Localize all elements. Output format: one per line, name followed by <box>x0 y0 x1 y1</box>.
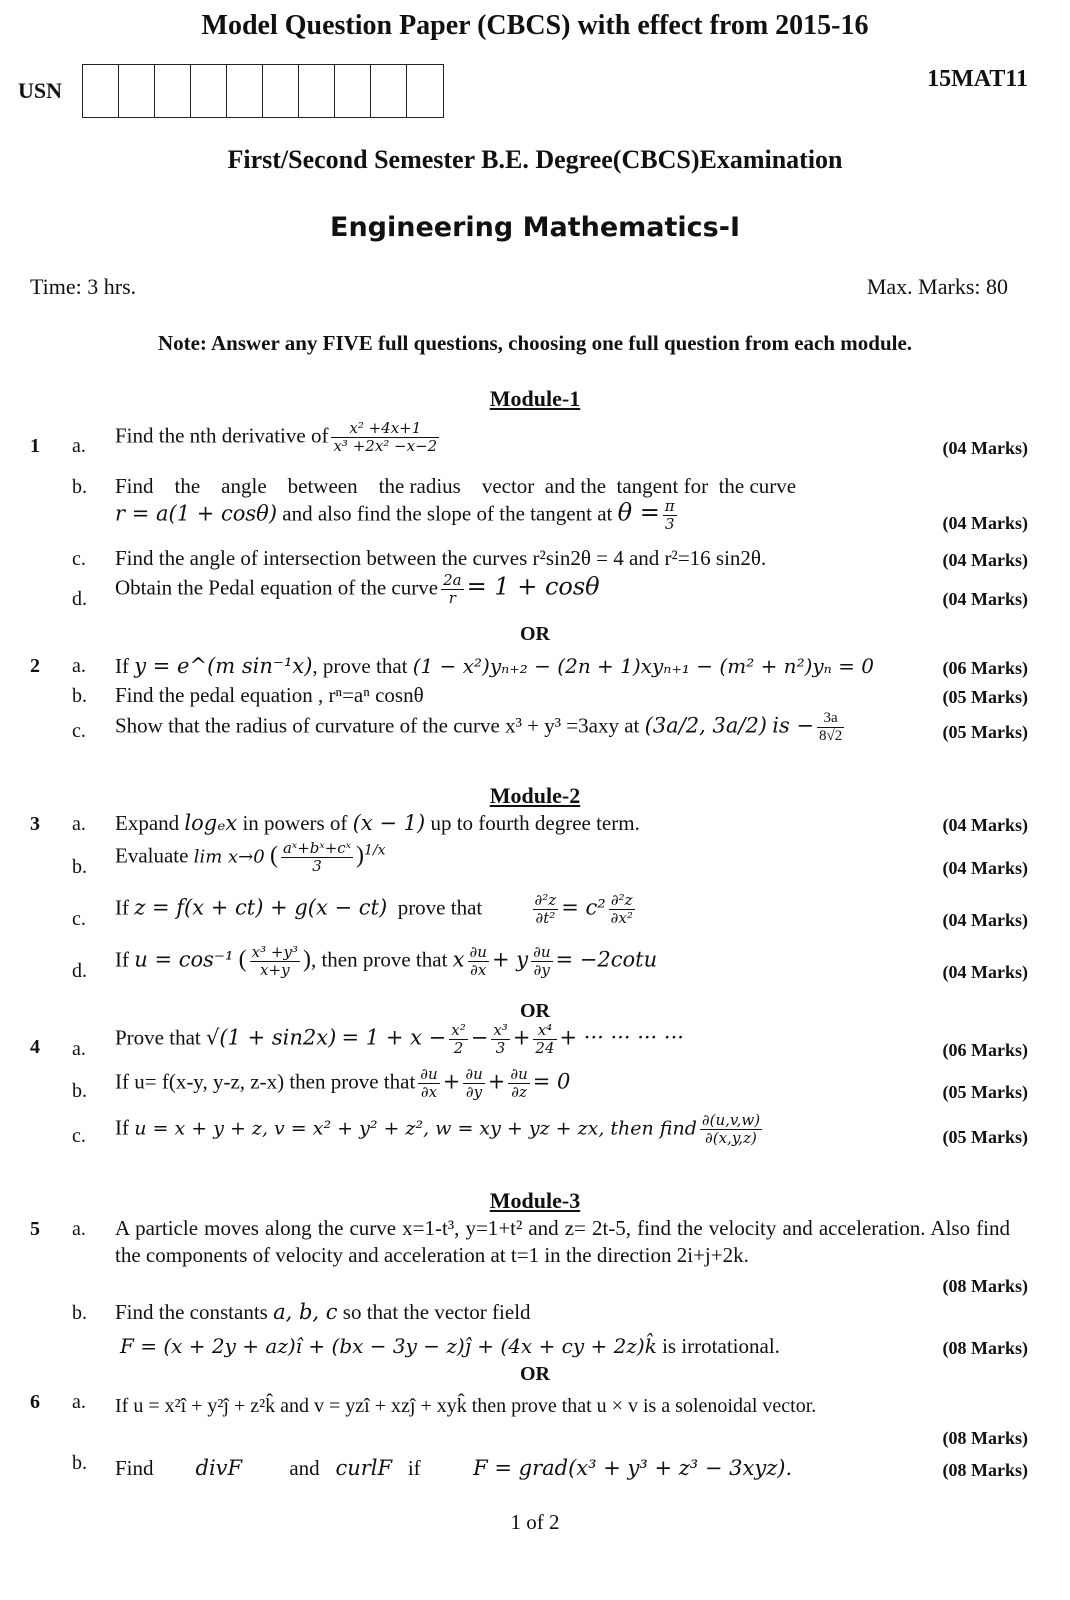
q5b-field: F = (x + 2y + az)î + (bx − 3y − z)ĵ + (4x + cy + 2z)k̂ is irrotational. <box>120 1334 780 1358</box>
q1c-text: Find the angle of intersection between the curves r²sin2θ = 4 and r²=16 sin2θ. <box>115 546 767 570</box>
marks: (04 Marks) <box>942 815 1028 835</box>
part-label: b. <box>72 1080 87 1102</box>
q4b-text: If u= f(x-y, y-z, z-x) then prove that $\frac{\partial u}{\partial x}$ + $\frac{\partial u}{\partial y}$ + $\frac{\partial u}{\partial z}$ = 0 <box>115 1065 571 1101</box>
q5b-text: Find the constants a, b, c so that the vector field <box>115 1300 531 1324</box>
q2a-text: If y = e^(m sin⁻¹x), prove that (1 − x²)yₙ₊₂ − (2n + 1)xyₙ₊₁ − (m² + n²)yₙ = 0 <box>115 654 874 678</box>
part-label: c. <box>72 1125 86 1147</box>
q5a-text: A particle moves along the curve x=1-t³, y=1+t² and z= 2t-5, find the velocity and acceleration. Also find the components of velocity and acceleration at t=1 in the direction 2i+j+2k. <box>115 1216 1010 1267</box>
or-separator: OR <box>520 623 550 645</box>
part-label: d. <box>72 960 87 982</box>
q4a-text: Prove that √(1 + sin2x) = 1 + x − $\frac{\text{x²}}{2}$ − $\frac{\text{x³}}{3}$ + $\frac{\text{x⁴}}{24}$ + ··· ··· ··· ··· <box>115 1021 684 1057</box>
usn-boxes[interactable] <box>82 64 444 118</box>
max-marks: Max. Marks: 80 <box>866 274 1008 299</box>
marks: (08 Marks) <box>942 1428 1028 1448</box>
part-label: b. <box>72 1452 87 1474</box>
marks: (04 Marks) <box>942 858 1028 878</box>
question-number: 3 <box>30 813 40 835</box>
part-label: b. <box>72 476 87 498</box>
part-label: a. <box>72 435 86 457</box>
q2c-text: Show that the radius of curvature of the curve x³ + y³ =3axy at (3a/2, 3a/2) is − $\frac{3a}{8√2}$ <box>115 710 843 744</box>
module-3-heading: Module-3 <box>489 1188 581 1213</box>
part-label: a. <box>72 813 86 835</box>
q1b-text-line2: r = a(1 + cosθ) and also find the slope of the tangent at θ = $\frac{\pi}{3}$ <box>115 497 675 533</box>
q1d-text: Obtain the Pedal equation of the curve $\frac{2a}{r}$ = 1 + cosθ <box>115 571 600 607</box>
q1b-text: Find the angle between the radius vector and the tangent for the curve <box>115 474 797 498</box>
part-label: d. <box>72 588 87 610</box>
usn-box[interactable] <box>371 65 407 117</box>
marks: (08 Marks) <box>942 1460 1028 1480</box>
subject-title: Engineering Mathematics-I <box>330 212 740 243</box>
q2b-text: Find the pedal equation , rⁿ=aⁿ cosnθ <box>115 683 424 707</box>
part-label: a. <box>72 1391 86 1413</box>
paper-title: Model Question Paper (CBCS) with effect from 2015-16 <box>201 10 869 41</box>
usn-box[interactable] <box>407 65 443 117</box>
usn-box[interactable] <box>155 65 191 117</box>
q6b-text: Find divF and curlF if F = grad(x³ + y³ + z³ − 3xyz). <box>115 1456 793 1480</box>
or-separator: OR <box>520 1000 550 1022</box>
question-number: 5 <box>30 1218 40 1240</box>
q3b-text: Evaluate lim x→0 ( $\frac{\text{aˣ+bˣ+cˣ}}{3}$ )$^{1/x}$ <box>115 839 386 875</box>
marks: (08 Marks) <box>942 1276 1028 1296</box>
marks: (04 Marks) <box>942 513 1028 533</box>
time-allowed: Time: 3 hrs. <box>30 274 137 299</box>
marks: (04 Marks) <box>942 550 1028 570</box>
usn-label: USN <box>18 78 63 103</box>
usn-box[interactable] <box>119 65 155 117</box>
usn-box[interactable] <box>263 65 299 117</box>
marks: (05 Marks) <box>942 1082 1028 1102</box>
q1a-text: Find the nth derivative of $\frac{\text{x² +4x+1}}{\text{x³ +2x² −x−2}}$ <box>115 419 438 455</box>
subject-code: 15MAT11 <box>927 66 1028 92</box>
question-number: 2 <box>30 655 40 677</box>
marks: (05 Marks) <box>942 1127 1028 1147</box>
module-2-heading: Module-2 <box>489 783 581 808</box>
question-number: 1 <box>30 435 40 457</box>
marks: (05 Marks) <box>942 722 1028 742</box>
instructions-note: Note: Answer any FIVE full questions, choosing one full question from each module. <box>157 331 913 355</box>
question-number: 6 <box>30 1391 40 1413</box>
part-label: b. <box>72 685 87 707</box>
page-number: 1 of 2 <box>510 1510 560 1534</box>
part-label: c. <box>72 908 86 930</box>
usn-box[interactable] <box>335 65 371 117</box>
marks: (04 Marks) <box>942 589 1028 609</box>
marks: (04 Marks) <box>942 910 1028 930</box>
question-number: 4 <box>30 1036 40 1058</box>
q3c-text: If z = f(x + ct) + g(x − ct) prove that $\frac{\text{∂²z}}{\text{∂t²}}$ = c² $\frac{\text{∂²z}}{\text{∂x²}}$ <box>115 891 633 927</box>
q3a-text: Expand logₑx in powers of (x − 1) up to fourth degree term. <box>115 811 640 835</box>
q6a-text: If u = x²î + y²ĵ + z²k̂ and v = yzî + xzĵ + xyk̂ then prove that u × v is a solenoidal vector. <box>115 1395 817 1417</box>
q3d-text: If u = cos⁻¹ ( $\frac{\text{x³ +y³}}{x+y}$ ), then prove that x $\frac{\partial u}{\partial x}$ + y $\frac{\partial u}{\partial y}$ = −2cotu <box>115 943 658 979</box>
usn-box[interactable] <box>191 65 227 117</box>
marks: (04 Marks) <box>942 438 1028 458</box>
usn-box[interactable] <box>227 65 263 117</box>
part-label: b. <box>72 1302 87 1324</box>
or-separator: OR <box>520 1363 550 1385</box>
part-label: c. <box>72 720 86 742</box>
marks: (08 Marks) <box>942 1338 1028 1358</box>
usn-box[interactable] <box>299 65 335 117</box>
marks: (05 Marks) <box>942 687 1028 707</box>
q1a-fraction: $\frac{\text{x² +4x+1}}{\text{x³ +2x² −x−2}}$ <box>333 419 438 455</box>
part-label: a. <box>72 1218 86 1240</box>
exam-title: First/Second Semester B.E. Degree(CBCS)Examination <box>227 145 843 174</box>
q4c-text: If u = x + y + z, v = x² + y² + z², w = xy + yz + zx, then find $\frac{\partial(u,v,w)}{\partial(x,y,z)}$ <box>115 1111 761 1147</box>
marks: (06 Marks) <box>942 658 1028 678</box>
part-label: a. <box>72 655 86 677</box>
part-label: a. <box>72 1038 86 1060</box>
marks: (06 Marks) <box>942 1040 1028 1060</box>
module-1-heading: Module-1 <box>489 386 581 411</box>
usn-box[interactable] <box>83 65 119 117</box>
marks: (04 Marks) <box>942 962 1028 982</box>
part-label: c. <box>72 548 86 570</box>
part-label: b. <box>72 856 87 878</box>
